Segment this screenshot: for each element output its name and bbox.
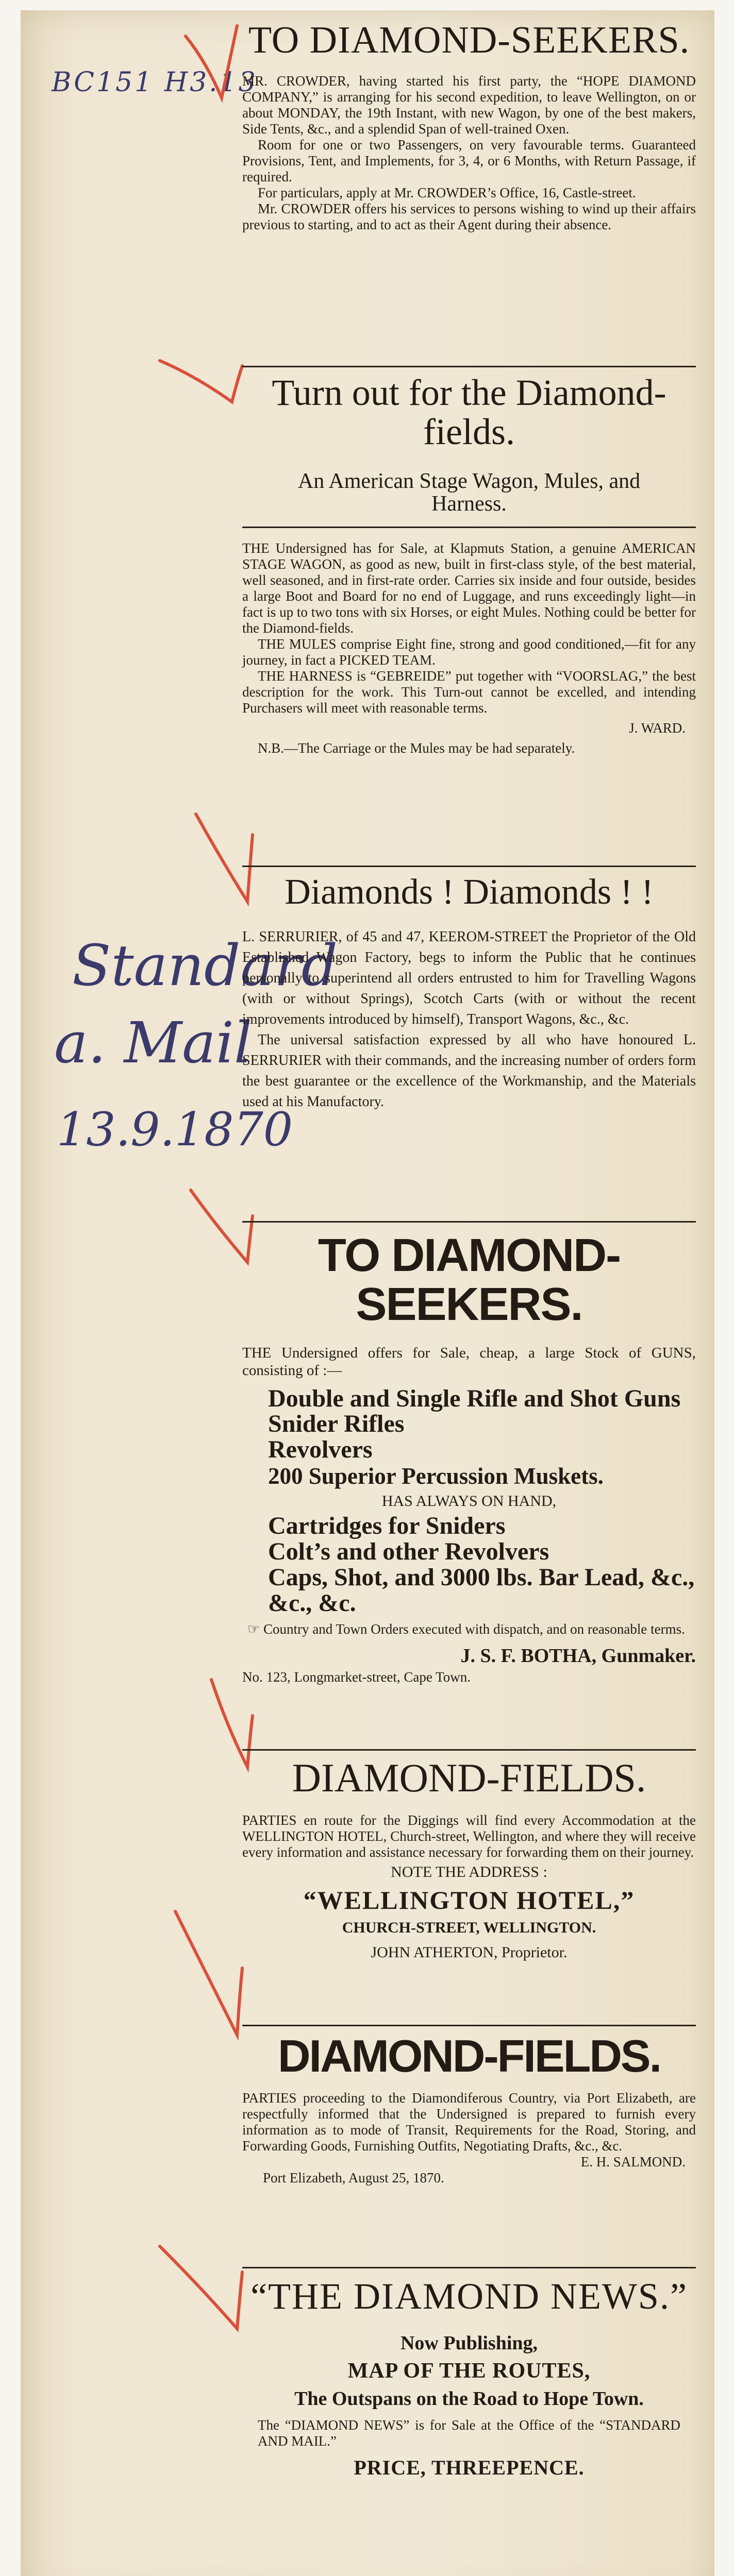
ad-paragraph: The universal satisfaction expressed by all who have honoured L. SERRURIER with their commands, and the increasing number of orders form the best guarantee or the excellence of the Workmanship, and the Materials used at his Manufactory.	[242, 1031, 696, 1110]
ad-salmond	[242, 2032, 696, 2186]
divider	[242, 366, 696, 367]
ad-wellington-hotel	[242, 1757, 696, 1961]
ad-paragraph: PARTIES proceeding to the Diamondiferous Country, via Port Elizabeth, are respectfully informed that the Undersigned is prepared to furnish every information as to mode of Transit, Requirements for the Road, Storing, and Forwarding Goods, Furnishing Outfits, Negotiating Drafts, &c., &c.	[242, 2090, 696, 2154]
ad-paragraph: THE Undersigned has for Sale, at Klapmuts Station, a genuine AMERICAN STAGE WAGON, as good as new, built in first-class style, of the best material, well seasoned, and in first-rate order. Carries six inside and four outside, besides a large Boot and Board for no end of Luggage, and runs exceedingly light—in fact is up to two tons with six Horses, or eight Mules. Nothing could be better for the Diamond-fields.	[242, 540, 696, 636]
ad-signature: E. H. SALMOND.	[580, 2154, 686, 2170]
tick-mark-7	[155, 2241, 247, 2334]
ad-title: TO DIAMOND-SEEKERS.	[248, 19, 690, 61]
ad-crowder	[242, 21, 696, 233]
tick-mark-6	[170, 1906, 247, 2040]
stock-item: Colt’s and other Revolvers	[268, 1538, 549, 1565]
ad-line: MAP OF THE ROUTES,	[347, 2359, 591, 2383]
ad-paragraph: THE HARNESS is “GEBREIDE” put together with “VOORSLAG,” the best description for the work. This Turn-out cannot be excelled, and intending Purchasers will meet with reasonable terms.	[242, 668, 696, 716]
ad-paragraph: For particulars, apply at Mr. CROWDER’s Office, 16, Castle-street.	[258, 184, 636, 200]
ad-note: N.B.—The Carriage or the Mules may be had separately.	[258, 740, 575, 756]
stock-item: Snider Rifles	[268, 1410, 405, 1437]
ad-line: The Outspans on the Road to Hope Town.	[294, 2387, 644, 2410]
ad-paragraph: Mr. CROWDER offers his services to persons wishing to wind up their affairs previous to starting, and to act as their Agent during their absence.	[242, 200, 696, 232]
stock-item: Caps, Shot, and 3000 lbs. Bar Lead, &c., &c., &c.	[268, 1564, 695, 1617]
divider	[242, 2025, 696, 2026]
ad-diamond-news	[242, 2277, 696, 2480]
ad-price: PRICE, THREEPENCE.	[354, 2455, 585, 2479]
ad-ward	[242, 374, 696, 756]
divider	[242, 1221, 696, 1223]
ad-paragraph: THE Undersigned offers for Sale, cheap, a large Stock of GUNS, consisting of :—	[242, 1345, 696, 1379]
ad-signature: J. S. F. BOTHA, Gunmaker.	[460, 1645, 696, 1667]
ad-note: NOTE THE ADDRESS :	[391, 1863, 547, 1880]
ad-paragraph: THE MULES comprise Eight fine, strong and good conditioned,—fit for any journey, in fact a PICKED TEAM.	[242, 636, 696, 668]
ad-serrurier	[242, 873, 696, 1112]
stock-item: 200 Superior Percussion Muskets.	[268, 1463, 604, 1489]
divider	[242, 2267, 696, 2268]
tick-mark-1	[180, 15, 242, 103]
ad-dateline: Port Elizabeth, August 25, 1870.	[263, 2170, 444, 2186]
ad-title: TO DIAMOND-SEEKERS.	[318, 1230, 621, 1330]
ad-paragraph: PARTIES en route for the Diggings will find every Accommodation at the WELLINGTON HOTEL, Church-street, Wellington, and where they will receive every information and assistance necessary for forwarding them on their journey.	[242, 1812, 696, 1860]
ad-paragraph: MR. CROWDER, having started his first party, the “HOPE DIAMOND COMPANY,” is arranging for his second expedition, to leave Wellington, on or about MONDAY, the 19th Instant, with new Wagon, by one of the best makers, Side Tents, &c., and a splendid Span of well-trained Oxen.	[242, 73, 696, 137]
ad-line: Now Publishing,	[400, 2332, 538, 2354]
divider	[242, 527, 696, 528]
stock-item: Double and Single Rifle and Shot Guns	[268, 1385, 681, 1412]
ad-botha	[242, 1231, 696, 1685]
stock-item: Cartridges for Sniders	[268, 1512, 506, 1539]
catalog-number: BC151 H3.13	[52, 67, 258, 98]
source-annotation-date: 13.9.1870	[57, 1103, 293, 1157]
ad-title: “THE DIAMOND NEWS.”	[251, 2276, 688, 2317]
tick-mark-2	[155, 350, 247, 412]
stock-item: Revolvers	[268, 1436, 373, 1463]
ad-title: Diamonds ! Diamonds ! !	[285, 872, 654, 912]
ad-address: No. 123, Longmarket-street, Cape Town.	[242, 1669, 471, 1685]
ad-title: Turn out for the Diamond-fields.	[272, 372, 666, 452]
stock-subheading: HAS ALWAYS ON HAND,	[381, 1493, 557, 1510]
source-annotation-line1: Standard	[72, 933, 338, 998]
source-annotation-line2: a. Mail	[54, 1010, 253, 1076]
ad-signature: J. WARD.	[629, 720, 686, 736]
ad-subtitle: An American Stage Wagon, Mules, and Harness.	[297, 469, 641, 516]
ad-signature: JOHN ATHERTON, Proprietor.	[371, 1943, 568, 1961]
ad-title: DIAMOND-FIELDS.	[292, 1755, 646, 1800]
ad-paragraph: The “DIAMOND NEWS” is for Sale at the Office of the “STANDARD AND MAIL.”	[258, 2417, 680, 2449]
divider	[242, 866, 696, 867]
ad-title: DIAMOND-FIELDS.	[277, 2030, 661, 2081]
divider	[242, 1749, 696, 1751]
ad-paragraph: ☞ Country and Town Orders executed with dispatch, and on reasonable terms.	[247, 1621, 685, 1637]
hotel-street: CHURCH-STREET, WELLINGTON.	[342, 1919, 596, 1936]
ad-paragraph: L. SERRURIER, of 45 and 47, KEEROM-STREET the Proprietor of the Old Established Wagon Factory, begs to inform the Public that he continues personally to superintend all orders entrusted to him for Travelling Wagons (with or without Springs), Scotch Carts (with or without the recent improvements introduced by himself), Transport Wagons, &c., &c.	[242, 928, 696, 1027]
ad-paragraph: Room for one or two Passengers, on very favourable terms. Guaranteed Provisions, Tent, and Implements, for 3, 4, or 6 Months, with Return Passage, if required.	[242, 137, 696, 184]
hotel-name: “WELLINGTON HOTEL,”	[303, 1885, 635, 1914]
